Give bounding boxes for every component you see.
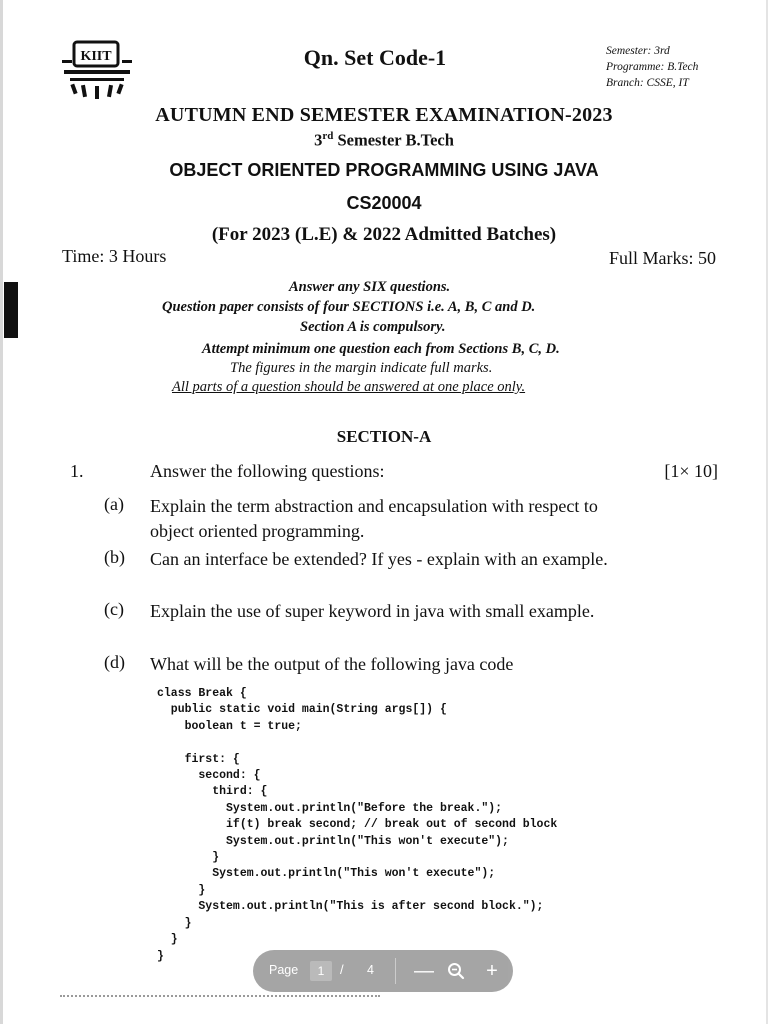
instruction-line: Attempt minimum one question each from Sections B, C, D. (202, 341, 560, 357)
exam-title: AUTUMN END SEMESTER EXAMINATION-2023 (155, 104, 613, 126)
question-marks: [1× 10] (664, 461, 718, 481)
instruction-line: Question paper consists of four SECTIONS i.e. A, B, C and D. (162, 299, 536, 315)
svg-text:KIIT: KIIT (80, 49, 112, 64)
zoom-out-button[interactable]: — (414, 960, 434, 982)
exam-time: Time: 3 Hours (62, 246, 167, 266)
zoom-reset-button[interactable] (443, 958, 469, 984)
footer-scan-text (60, 995, 380, 999)
admitted-batches: (For 2023 (L.E) & 2022 Admitted Batches) (211, 224, 557, 245)
part-text: What will be the output of the following java code (150, 654, 514, 674)
semester-number: 3 (314, 130, 323, 150)
instruction-line: Answer any SIX questions. (289, 279, 451, 295)
full-marks: Full Marks: 50 (608, 248, 716, 268)
part-label: (a) (104, 494, 124, 514)
question-number: 1. (70, 461, 84, 481)
page-separator: / (340, 962, 344, 977)
question-text: Answer the following questions: (150, 461, 385, 481)
scan-margin-mark (4, 282, 18, 338)
question-set-code: Qn. Set Code-1 (303, 45, 447, 70)
part-text: Explain the term abstraction and encapsulation with respect to object oriented programming. (150, 496, 598, 541)
part-label: (d) (104, 652, 125, 672)
programme-meta: Programme: B.Tech (606, 61, 699, 73)
semester-suffix: rd (322, 130, 334, 142)
instruction-line: The figures in the margin indicate full marks. (230, 360, 493, 376)
magnifier-icon (447, 962, 465, 980)
course-code: CS20004 (346, 193, 422, 213)
semester-meta: Semester: 3rd (606, 45, 670, 57)
zoom-in-button[interactable]: + (486, 960, 498, 982)
section-heading: SECTION-A (336, 427, 432, 446)
kiit-logo (62, 40, 132, 102)
semester-line (0, 130, 768, 151)
toolbar-divider (395, 958, 396, 984)
page-number-input[interactable]: 1 (310, 961, 332, 981)
page-toolbar (253, 950, 513, 992)
scan-left-edge (0, 0, 3, 1024)
part-label: (b) (104, 547, 125, 567)
page-total: 4 (367, 963, 374, 977)
part-text: Explain the use of super keyword in java with small example. (150, 601, 595, 621)
part-text: Can an interface be extended? If yes - explain with an example. (150, 549, 608, 569)
branch-meta: Branch: CSSE, IT (606, 77, 689, 89)
page-label: Page (269, 963, 299, 977)
java-code-snippet: class Break { public static void main(String args[]) { boolean t = true; first: { second: { third: { System.out.println("Before the break."); if(t) break second; // break out of second block System.out.println("This won't execute"); } System.out.println("This won't execute"); } System.out.println("This is after second block."); } } } (157, 687, 558, 963)
instruction-line: All parts of a question should be answered at one place only. (172, 379, 526, 395)
subject-title: OBJECT ORIENTED PROGRAMMING USING JAVA (169, 160, 599, 180)
semester-text: Semester B.Tech (333, 130, 454, 150)
instruction-line: Section A is compulsory. (300, 319, 446, 335)
part-label: (c) (104, 599, 124, 619)
